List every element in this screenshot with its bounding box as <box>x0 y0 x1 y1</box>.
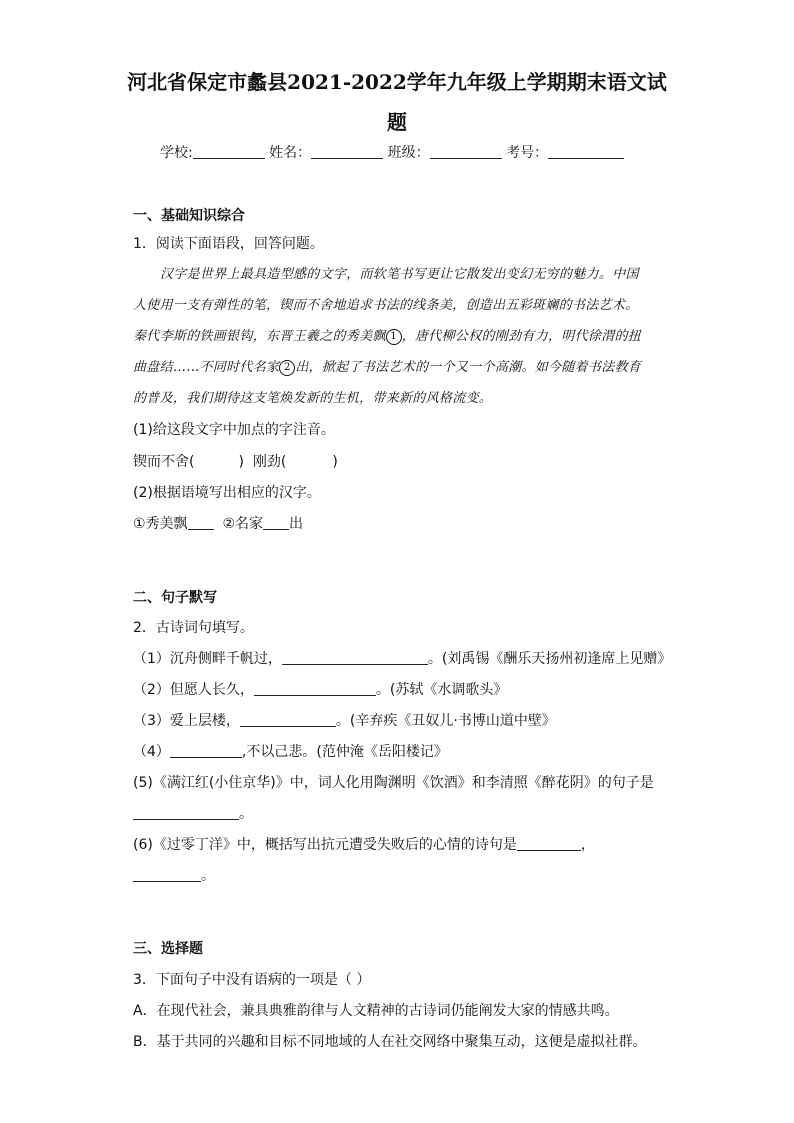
comma: ， <box>580 837 595 853</box>
fill-item-label: ①秀美飘 <box>133 516 188 532</box>
poem-blank[interactable] <box>170 743 242 758</box>
passage-line-3 <box>133 327 641 347</box>
fill-item-label: ②名家 <box>222 516 264 532</box>
passage-text: 秦代李斯的铁画银钩，东晋王羲之的秀美飘 <box>133 329 386 344</box>
blank-marker-2: 2 <box>279 360 295 376</box>
poem-line-3 <box>133 711 556 731</box>
class-label: 班级： <box>387 145 430 161</box>
poem-question-6 <box>133 835 595 855</box>
option-a[interactable]: A．在现代社会，兼具典雅韵律与人文精神的古诗词仍能阐发大家的情感共鸣。 <box>133 1003 619 1019</box>
passage-text: 曲盘结……不同时代名家 <box>133 360 280 375</box>
poem-blank[interactable] <box>254 681 376 696</box>
poem-line-1 <box>133 649 671 669</box>
exam-number-blank[interactable] <box>548 144 624 159</box>
pinyin-close: ) <box>332 454 338 470</box>
school-blank[interactable] <box>193 144 265 159</box>
question-2-stem: 2．古诗词句填写。 <box>133 620 254 636</box>
passage-text: 出，掀起了书法艺术的一个又一个高潮。如今随着书法教育 <box>295 360 642 375</box>
fill-blank[interactable] <box>188 515 214 530</box>
poem-source: 。(辛弃疾《丑奴儿·书博山道中壁》 <box>335 713 556 729</box>
hanzi-answer-row <box>133 514 303 534</box>
passage-line-4 <box>133 358 641 378</box>
passage-text: ，唐代柳公权的刚劲有力，明代徐渭的扭 <box>401 329 642 344</box>
pinyin-close: ) <box>238 454 244 470</box>
section-heading: 二、句子默写 <box>133 590 217 606</box>
poem-blank[interactable] <box>282 650 428 665</box>
poem-question-5: (5)《满江红(小住京华)》中，词人化用陶渊明《饮酒》和李清照《醉花阴》的句子是 <box>133 775 654 791</box>
poem-answer-5 <box>133 804 253 824</box>
poem-prompt: （2）但愿人长久， <box>133 682 254 698</box>
question-1-stem: 1．阅读下面语段，回答问题。 <box>133 236 324 252</box>
fill-item-label: 出 <box>289 516 304 532</box>
period: 。 <box>239 806 253 822</box>
blank-marker-1: 1 <box>386 329 402 345</box>
question-3-stem: 3．下面句子中没有语病的一项是（ ） <box>133 972 371 988</box>
poem-source: 。(苏轼《水调歌头》 <box>375 682 508 698</box>
poem-prompt: （4） <box>133 744 170 760</box>
poem-answer-6 <box>133 866 215 886</box>
poem-line-4 <box>133 742 448 762</box>
section-heading: 三、选择题 <box>133 941 203 957</box>
poem-prompt: （1）沉舟侧畔千帆过， <box>133 651 282 667</box>
fill-blank[interactable] <box>263 515 289 530</box>
poem-prompt: (6)《过零丁洋》中，概括写出抗元遭受失败后的心情的诗句是 <box>133 837 517 853</box>
subquestion-1: (1)给这段文字中加点的字注音。 <box>133 422 335 438</box>
passage-line-1: 汉字是世界上最具造型感的文字，而软笔书写更让它散发出变幻无穷的魅力。中国 <box>160 267 639 282</box>
poem-blank[interactable] <box>133 805 239 820</box>
exam-number-label: 考号： <box>506 145 549 161</box>
subquestion-2: (2)根据语境写出相应的汉字。 <box>133 485 321 501</box>
poem-source: ,不以己悲。(范仲淹《岳阳楼记》 <box>241 744 448 760</box>
section-heading: 一、基础知识综合 <box>133 208 245 224</box>
poem-blank[interactable] <box>240 712 336 727</box>
poem-line-2 <box>133 680 507 700</box>
passage-line-5: 的普及，我们期待这支笔焕发新的生机，带来新的风格流变。 <box>133 391 493 406</box>
pinyin-item-label: 锲而不舍( <box>133 454 195 470</box>
poem-blank[interactable] <box>517 836 581 851</box>
pinyin-answer-row <box>133 452 338 472</box>
student-info-row <box>160 142 624 164</box>
poem-blank[interactable] <box>133 867 201 882</box>
name-label: 姓名： <box>269 145 312 161</box>
pinyin-item-label: 刚劲( <box>252 454 287 470</box>
school-label: 学校: <box>160 145 193 161</box>
passage-line-2: 人使用一支有弹性的笔，锲而不舍地追求书法的线条美，创造出五彩斑斓的书法艺术。 <box>133 298 639 313</box>
period: 。 <box>201 868 215 884</box>
poem-source: 。(刘禹锡《酬乐天扬州初逢席上见赠》 <box>427 651 672 667</box>
option-b[interactable]: B．基于共同的兴趣和目标不同地域的人在社交网络中聚集互动，这便是虚拟社群。 <box>133 1034 647 1050</box>
name-blank[interactable] <box>311 144 383 159</box>
exam-title-line2: 题 <box>387 110 407 134</box>
exam-title-line1: 河北省保定市蠡县2021-2022学年九年级上学期期末语文试 <box>127 70 667 94</box>
poem-prompt: （3）爱上层楼， <box>133 713 240 729</box>
class-blank[interactable] <box>430 144 502 159</box>
